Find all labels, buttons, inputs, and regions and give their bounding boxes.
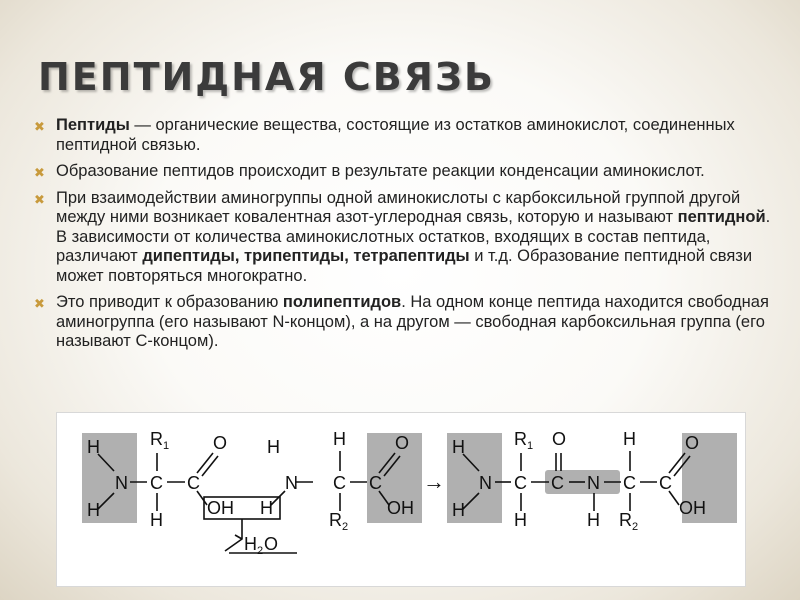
atom-h: H <box>150 510 163 530</box>
subscript-2: 2 <box>342 521 349 533</box>
atom-h: H <box>87 500 100 520</box>
atom-r: R <box>619 510 632 530</box>
bold-term: пептидной <box>677 208 766 226</box>
atom-c: C <box>659 473 672 493</box>
bullet-list <box>34 116 774 359</box>
atom-c: C <box>333 473 346 493</box>
atom-h: H <box>452 500 465 520</box>
atom-n: N <box>285 473 298 493</box>
atom-c: C <box>514 473 527 493</box>
water-h: H <box>244 534 257 554</box>
atom-h: H <box>260 498 273 518</box>
atom-n: N <box>115 473 128 493</box>
atom-c: C <box>187 473 200 493</box>
atom-o: O <box>213 433 228 453</box>
bullet-x-icon: ✖ <box>34 119 45 134</box>
bullet-text: — органические вещества, состоящие из остатков аминокислот, соединенных пептидной связью. <box>56 116 735 154</box>
atom-c: C <box>369 473 382 493</box>
atom-h: H <box>87 437 100 457</box>
hydroxyl-oh: OH <box>387 498 414 518</box>
atom-r: R <box>150 429 163 449</box>
reaction-scheme <box>57 413 745 586</box>
hydroxyl-oh: OH <box>207 498 234 518</box>
bullet-text: Это приводит к образованию <box>56 293 283 311</box>
atom-h: H <box>333 429 346 449</box>
bullet-x-icon: ✖ <box>34 165 45 180</box>
atom-c: C <box>623 473 636 493</box>
atom-o: O <box>685 433 700 453</box>
peptide-bond-diagram <box>56 412 746 587</box>
bullet-text: . На одном конце пептида находится свободная аминогруппа (его называют N-концом), а на другом — свободная карбоксильная группа (его называют C-концом). <box>56 293 769 350</box>
atom-r: R <box>514 429 527 449</box>
bullet-text: При взаимодействии аминогруппы одной аминокислоты с карбоксильной группой другой между ними возникает ковалентная азот-углеродная связь, которую и называют <box>56 188 741 226</box>
bullet-text: . В зависимости от количества аминокислотных остатков, входящих в состав пептида, различают <box>56 208 771 265</box>
atom-r: R <box>329 510 342 530</box>
bullet-item <box>34 293 774 352</box>
bold-term: полипептидов <box>282 293 402 311</box>
atom-h: H <box>623 429 636 449</box>
atom-o: O <box>552 429 567 449</box>
subscript-1: 1 <box>527 440 534 452</box>
bullet-x-icon: ✖ <box>34 296 45 311</box>
hydroxyl-oh: OH <box>679 498 706 518</box>
atom-h: H <box>587 510 600 530</box>
bold-term: Пептиды <box>56 116 130 134</box>
atom-h: H <box>267 437 280 457</box>
atom-h: H <box>452 437 465 457</box>
bullet-item <box>34 162 774 182</box>
water-o: O <box>264 534 279 554</box>
bullet-item <box>34 189 774 287</box>
bullet-text: Образование пептидов происходит в результате реакции конденсации аминокислот. <box>56 162 705 180</box>
atom-h: H <box>514 510 527 530</box>
bullet-item <box>34 116 774 155</box>
atom-c: C <box>150 473 163 493</box>
subscript-1: 1 <box>163 440 170 452</box>
reaction-arrow-icon: → <box>423 469 445 494</box>
atom-o: O <box>395 433 410 453</box>
bullet-text: и т.д. Образование пептидной связи может повторяться многократно. <box>56 247 753 285</box>
bullet-x-icon: ✖ <box>34 191 45 207</box>
atom-c: C <box>551 473 564 493</box>
water-subscript: 2 <box>257 545 264 557</box>
bold-term: дипептиды, трипептиды, тетрапептиды <box>142 247 470 265</box>
subscript-2: 2 <box>632 521 639 533</box>
atom-n: N <box>479 473 492 493</box>
slide-title: ПЕПТИДНАЯ СВЯЗЬ <box>38 55 495 99</box>
atom-n: N <box>587 473 600 493</box>
water-arrow <box>225 519 242 551</box>
